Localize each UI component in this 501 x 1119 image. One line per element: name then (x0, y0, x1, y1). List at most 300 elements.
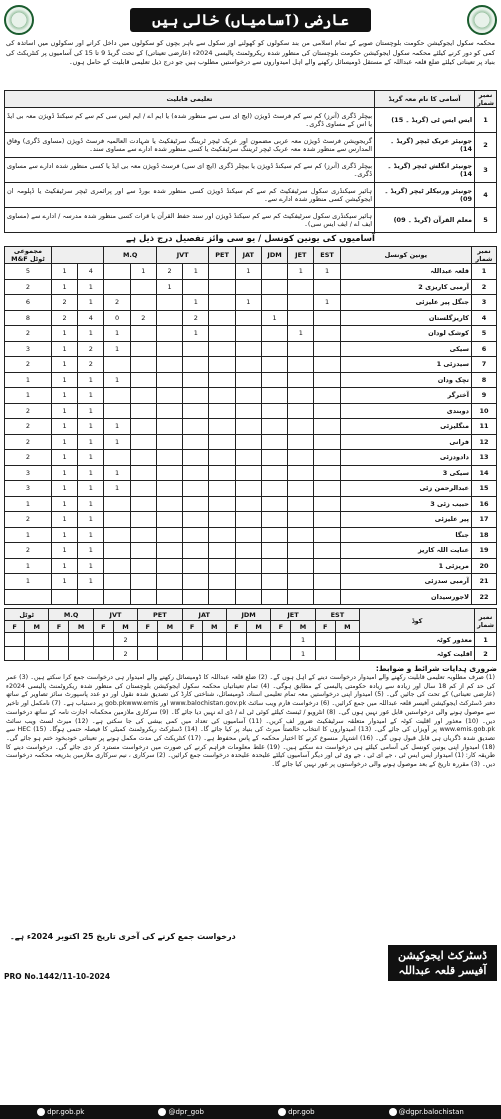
signature-line-2: آفیسر قلعہ عبداللہ (398, 964, 487, 977)
uc-sn: 17 (471, 512, 496, 528)
uc-count-cell (209, 543, 235, 559)
uc-count-cell (261, 326, 287, 342)
uc-row (5, 326, 497, 342)
cadre-count-cell: 2 (113, 647, 137, 661)
uc-count-cell: 1 (51, 574, 77, 590)
uc-sn: 19 (471, 543, 496, 559)
cadre-count-cell (226, 647, 246, 661)
uc-count-cell (261, 419, 287, 435)
uc-count-cell (314, 574, 340, 590)
cadre-count-cell (25, 633, 49, 647)
uc-count-cell (183, 357, 209, 373)
social-item-website[interactable]: dpr.gob.pk (37, 1108, 84, 1116)
uc-sn: 16 (471, 496, 496, 512)
uc-total-cell: 2 (5, 403, 52, 419)
uc-count-cell (130, 419, 156, 435)
uc-count-cell (288, 481, 314, 497)
uc-count-cell (104, 279, 130, 295)
uc-count-cell (314, 481, 340, 497)
uc-row (5, 496, 497, 512)
uc-count-cell (156, 326, 182, 342)
uc-count-cell (235, 341, 261, 357)
uc-count-cell (156, 481, 182, 497)
uc-sn: 22 (471, 589, 496, 605)
uc-count-cell (288, 465, 314, 481)
cadre-count-cell (246, 633, 270, 647)
posts-row (5, 183, 497, 208)
uc-count-cell (183, 372, 209, 388)
uc-count-cell (209, 279, 235, 295)
uc-count-cell (314, 465, 340, 481)
uc-total-cell: 2 (5, 357, 52, 373)
cadre-count-cell (226, 633, 246, 647)
uc-name: سیدزئی 1 (340, 357, 471, 373)
cadre-header-f: F (93, 621, 113, 633)
uc-count-cell: 1 (78, 496, 104, 512)
uc-count-cell: 1 (51, 403, 77, 419)
uc-count-cell (183, 465, 209, 481)
uc-sn: 11 (471, 419, 496, 435)
uc-count-cell (104, 450, 130, 466)
uc-total-cell: 1 (5, 496, 52, 512)
uc-count-cell (104, 388, 130, 404)
intro-paragraph: محکمہ سکول ایجوکیشن حکومت بلوچستان صوبے کے تمام اسلامی من بند سکولوں کو کھولنے اور سکول سے باہر بچوں کو سکولوں میں داخل کرانے اور سکولوں میں اساتذہ کی کمی کو دور کرنے کیلئے محکمہ سکول ایجوکیشن حکومت بلوچستان کی منظور شدہ ریکروٹمنٹ پالیسی 2024ء (عارضی تعیناتی) کے تحت گریڈ 9 تا 15 کی آسامیوں پر کنٹریکٹ کی بنیاد پر تعیناتی کیلئے ضلع قلعہ عبداللہ کے مستقل ڈومیسائل رکھنے والے اہل امیدواروں سے درخواستیں مطلوب ہیں جو درج ذیل تعلیمی قابلیت کے حامل ہوں۔ (6, 39, 495, 66)
uc-count-cell: 1 (51, 496, 77, 512)
uc-header-total: مجموعی ٹوٹل M&F (5, 247, 52, 264)
cadre-count-cell (158, 633, 182, 647)
cadre-header-jet: JET (271, 609, 315, 621)
uc-count-cell (209, 512, 235, 528)
twitter-icon (158, 1108, 166, 1116)
uc-count-cell (314, 388, 340, 404)
cadre-count-cell (93, 647, 113, 661)
uc-count-cell (235, 512, 261, 528)
post-sn: 2 (475, 133, 497, 158)
uc-count-cell (288, 295, 314, 311)
uc-count-cell: 1 (51, 434, 77, 450)
post-sn: 1 (475, 108, 497, 133)
post-name: جونیئر ورنیکلر ٹیچر (گریڈ ۔ 09) (375, 183, 475, 208)
uc-row (5, 372, 497, 388)
post-sn: 4 (475, 183, 497, 208)
cadre-header-m: M (113, 621, 137, 633)
uc-count-cell: 1 (51, 481, 77, 497)
post-name: جونیئر عربک ٹیچر (گریڈ ۔ 14) (375, 133, 475, 158)
uc-count-cell (261, 496, 287, 512)
uc-count-cell (261, 543, 287, 559)
uc-count-cell (261, 279, 287, 295)
pro-number: PRO No.1442/11-10-2024 (4, 972, 111, 981)
uc-name: پیر علیزئی (340, 512, 471, 528)
uc-row (5, 403, 497, 419)
uc-count-cell: 1 (78, 372, 104, 388)
uc-count-cell (261, 527, 287, 543)
uc-sn: 21 (471, 574, 496, 590)
uc-count-cell: 1 (235, 264, 261, 280)
cadre-count-cell (182, 633, 202, 647)
uc-count-cell: 1 (78, 450, 104, 466)
uc-count-cell (209, 574, 235, 590)
uc-header-mq: M.Q (104, 247, 157, 264)
uc-count-cell (288, 310, 314, 326)
post-name: معلم القرآن (گریڈ ۔ 09) (375, 208, 475, 233)
uc-count-cell: 1 (78, 419, 104, 435)
cadre-header-total: ٹوٹل (5, 609, 49, 621)
uc-count-cell: 2 (104, 295, 130, 311)
cadre-header-f: F (315, 621, 335, 633)
uc-count-cell (288, 450, 314, 466)
uc-name: منگلیزئی (340, 419, 471, 435)
uc-count-cell (288, 372, 314, 388)
uc-count-cell (104, 403, 130, 419)
uc-count-cell (235, 527, 261, 543)
uc-count-cell (156, 310, 182, 326)
youtube-icon (278, 1108, 286, 1116)
uc-count-cell (183, 434, 209, 450)
uc-count-cell: 2 (78, 341, 104, 357)
cadre-header-jat: JAT (182, 609, 226, 621)
uc-count-cell: 2 (51, 310, 77, 326)
uc-count-cell (314, 589, 340, 605)
uc-count-cell (183, 419, 209, 435)
uc-count-cell (288, 543, 314, 559)
cadre-count-cell (202, 633, 226, 647)
uc-count-cell: 1 (78, 388, 104, 404)
uc-count-cell (104, 512, 130, 528)
uc-count-cell: 1 (78, 295, 104, 311)
uc-count-cell (156, 434, 182, 450)
uc-count-cell: 2 (51, 295, 77, 311)
left-seal-logo (4, 5, 34, 35)
uc-count-cell (235, 326, 261, 342)
uc-header-extra (51, 247, 104, 264)
uc-count-cell: 2 (130, 310, 156, 326)
uc-count-cell (261, 512, 287, 528)
uc-count-cell (235, 372, 261, 388)
uc-count-cell (314, 403, 340, 419)
uc-sn: 20 (471, 558, 496, 574)
uc-sn: 4 (471, 310, 496, 326)
uc-count-cell (183, 279, 209, 295)
uc-header-jet: JET (288, 247, 314, 264)
uc-name: لاجورسیدان (340, 589, 471, 605)
uc-header-est: EST (314, 247, 340, 264)
uc-count-cell (235, 496, 261, 512)
social-bar (0, 1105, 501, 1119)
uc-count-cell (235, 481, 261, 497)
uc-count-cell (235, 450, 261, 466)
uc-total-cell: 5 (5, 264, 52, 280)
post-qualification: ہائیر سیکنڈری سکول سرٹیفکیٹ کم سے کم سیکنڈ ڈویژن کسی منظور شدہ بورڈ سے اور پرائمری ٹیچر سرٹیفکیٹ یا ڈپلومہ ان ایجوکیشن کسی منظور شدہ ادارے سے۔ (5, 183, 375, 208)
uc-count-cell: 1 (288, 326, 314, 342)
uc-count-cell (183, 512, 209, 528)
uc-count-cell (183, 589, 209, 605)
uc-name: مریزئی 1 (340, 558, 471, 574)
uc-count-cell (209, 419, 235, 435)
cadre-count-cell (25, 647, 49, 661)
uc-name: جنگل پیر علیزئی (340, 295, 471, 311)
cadre-header-code: کوڈ (360, 609, 475, 633)
uc-count-cell (130, 465, 156, 481)
cadre-header-jdm: JDM (226, 609, 270, 621)
uc-name: حبیب زئی 3 (340, 496, 471, 512)
uc-count-cell (235, 403, 261, 419)
uc-name: عبدالرحمن زئی (340, 481, 471, 497)
uc-count-cell (288, 341, 314, 357)
cadre-count-cell: 1 (291, 647, 315, 661)
uc-count-cell (314, 558, 340, 574)
uc-count-cell (156, 341, 182, 357)
uc-count-cell (261, 341, 287, 357)
uc-count-cell (209, 403, 235, 419)
uc-count-cell (261, 481, 287, 497)
uc-count-cell (156, 450, 182, 466)
right-seal-logo (467, 5, 497, 35)
cadre-count-cell (93, 633, 113, 647)
uc-count-cell (261, 589, 287, 605)
uc-count-cell: 1 (51, 465, 77, 481)
uc-count-cell: 1 (104, 372, 130, 388)
uc-total-cell: 2 (5, 543, 52, 559)
uc-count-cell: 1 (78, 403, 104, 419)
uc-count-cell: 1 (183, 295, 209, 311)
uc-count-cell (261, 372, 287, 388)
uc-count-cell: 1 (51, 527, 77, 543)
social-item-youtube[interactable]: dpr.gob (278, 1108, 315, 1116)
uc-count-cell (156, 403, 182, 419)
cadre-header-sn: نمبر شمار (475, 609, 497, 633)
uc-sn: 5 (471, 326, 496, 342)
uc-count-cell (104, 589, 130, 605)
uc-row (5, 574, 497, 590)
uc-count-cell (156, 496, 182, 512)
post-qualification: بیچلر ڈگری (آنرز) کم سے کم فرسٹ ڈویژن (ایچ ای سی سے منظور شدہ) یا ایم اے / ایم ایس سی کم سے کم سیکنڈ ڈویژن معہ بی ایڈ یا اس کے مساوی ڈگری۔ (5, 108, 375, 133)
uc-name: جنگا (340, 527, 471, 543)
uc-count-cell (209, 496, 235, 512)
uc-count-cell (183, 543, 209, 559)
cadre-header-pet: PET (138, 609, 182, 621)
uc-count-cell (156, 419, 182, 435)
uc-count-cell (288, 574, 314, 590)
globe-icon (37, 1108, 45, 1116)
posts-header-row (5, 91, 497, 108)
uc-total-cell: 2 (5, 419, 52, 435)
posts-row (5, 133, 497, 158)
post-qualification: گریجویشن فرسٹ ڈویژن معہ عربی مضمون اور عربک ٹیچر ٹریننگ سرٹیفکیٹ یا شہادت العالمیہ فرسٹ ڈویژن (مساوی ڈگری) وفاق المدارس سے منظور شدہ معہ عربک ٹیچر ٹریننگ سرٹیفکیٹ یا کسی منظور شدہ ادارے سے مساوی سند۔ (5, 133, 375, 158)
cadre-row (5, 633, 497, 647)
uc-sn: 13 (471, 450, 496, 466)
uc-header-jdm: JDM (261, 247, 287, 264)
uc-count-cell: 1 (78, 481, 104, 497)
uc-count-cell (130, 527, 156, 543)
uc-total-cell: 3 (5, 481, 52, 497)
uc-count-cell (235, 465, 261, 481)
facebook-icon (389, 1108, 397, 1116)
uc-header-pet: PET (209, 247, 235, 264)
cadre-count-cell (202, 647, 226, 661)
uc-count-cell: 1 (78, 558, 104, 574)
uc-count-cell: 1 (156, 279, 182, 295)
instructions-text: (1) صرف مطلوبہ تعلیمی قابلیت رکھنے والے امیدوار درخواست دینے کے اہل ہوں گے۔ (2) ضلع قلعہ عبداللہ کا ڈومیسائل رکھنے والے امیدوار ہی درخواست جمع کرا سکتے ہیں۔ (3) عمر کی حد کم از کم 18 سال اور زیادہ سے زیادہ حکومتی پالیسی کے مطابق ہوگی۔ (4) تمام تعیناتیاں محکمہ سکول ایجوکیشن بلوچستان کی منظور شدہ ریکروٹمنٹ پالیسی 2024ء (عارضی تعیناتی) کے تحت کی جائیں گی۔ (5) امیدوار اپنی درخواستیں معہ تمام تعلیمی اسناد، ڈومیسائل، شناختی کارڈ کی تصدیق شدہ نقول اور دو عدد پاسپورٹ سائز تصاویر کے ساتھ دفتر ڈسٹرکٹ ایجوکیشن آفیسر قلعہ عبداللہ میں جمع کرائیں۔ (6) درخواست فارم ویب سائٹ www.balochistan.gov.pk اور gob.pkwww.emis پر دستیاب ہے۔ (7) نامکمل اور تاخیر سے موصول ہونے والی درخواستیں قابل غور نہیں ہوں گی۔ (8) انٹرویو / ٹیسٹ کیلئے کوئی ٹی اے / ڈی اے نہیں دیا جائے گا۔ (9) سرکاری ملازمین محکمانہ اجازت نامہ کے ساتھ درخواست دیں۔ (10) معذور اور اقلیت کوٹہ کے امیدوار متعلقہ سرٹیفکیٹ ضرور لف کریں۔ (11) آسامیوں کی تعداد میں کمی بیشی کی جا سکتی ہے۔ (12) میرٹ لسٹ ویب سائٹ www.emis.gob.pk پر آویزاں کی جائے گی۔ (13) امیدواروں کا انتخاب خالصتاً میرٹ کی بنیاد پر کیا جائے گا۔ (14) ڈسٹرکٹ ریکروٹمنٹ کمیٹی کا فیصلہ حتمی ہوگا۔ (15) HEC سے تصدیق شدہ ڈگریاں ہی قابل قبول ہوں گی۔ (16) اشتہار منسوخ کرنے کا اختیار محکمہ کے پاس محفوظ ہے۔ (17) کنٹریکٹ کی مدت مکمل ہونے پر تعیناتی خودبخود ختم ہو جائے گی۔ (18) امیدوار اپنی یونین کونسل کی آسامی کیلئے ہی درخواست دے سکتے ہیں۔ (19) غلط معلومات فراہم کرنے کی صورت میں درخواست مسترد کر دی جائے گی۔ درخواست دینے کا طریقہ کار: (1) امیدوار ایس ایس ٹی ، جے ای ٹی ، جے وی ٹی اور دیگر آسامیوں کیلئے علیحدہ علیحدہ درخواست جمع کرائیں۔ (2) سرکاری ، نیم سرکاری ملازمین بذریعہ محکمہ درخواست دیں۔ (3) مقررہ تاریخ کے بعد موصول ہونے والی درخواستوں پر غور نہیں کیا جائے گا۔ (6, 674, 495, 769)
uc-count-cell (183, 403, 209, 419)
uc-count-cell: 1 (104, 341, 130, 357)
uc-name: سیکی 3 (340, 465, 471, 481)
uc-count-cell (314, 326, 340, 342)
uc-count-cell (235, 558, 261, 574)
uc-count-cell (209, 264, 235, 280)
cadre-count-cell (315, 633, 335, 647)
uc-row (5, 589, 497, 605)
uc-count-cell: 1 (314, 264, 340, 280)
footer-row (4, 945, 497, 981)
uc-count-cell: 1 (235, 295, 261, 311)
uc-count-cell (209, 326, 235, 342)
uc-count-cell (183, 574, 209, 590)
uc-count-cell (104, 558, 130, 574)
uc-row (5, 357, 497, 373)
uc-count-cell (209, 558, 235, 574)
uc-header-row (5, 247, 497, 264)
uc-count-cell (156, 465, 182, 481)
uc-count-cell (314, 450, 340, 466)
uc-count-cell (288, 558, 314, 574)
uc-row (5, 543, 497, 559)
cadre-header-m: M (25, 621, 49, 633)
cadre-header-m: M (69, 621, 93, 633)
uc-count-cell (288, 388, 314, 404)
uc-sn: 3 (471, 295, 496, 311)
uc-count-cell (78, 589, 104, 605)
uc-count-cell (156, 388, 182, 404)
uc-count-cell: 1 (288, 264, 314, 280)
uc-count-cell (209, 295, 235, 311)
cadre-count-cell (5, 633, 25, 647)
uc-count-cell: 1 (78, 512, 104, 528)
uc-count-cell (183, 496, 209, 512)
uc-section-title: آسامیوں کی یونین کونسل / یو سی وائز تفصیل درج ذیل ہے (126, 234, 375, 244)
uc-count-cell: 1 (104, 481, 130, 497)
uc-count-cell (183, 341, 209, 357)
uc-count-cell (156, 589, 182, 605)
cadre-count-cell (138, 647, 158, 661)
uc-count-cell (261, 264, 287, 280)
uc-count-cell (156, 372, 182, 388)
uc-count-cell (130, 543, 156, 559)
cadre-header-f: F (138, 621, 158, 633)
uc-count-cell: 1 (51, 558, 77, 574)
uc-count-cell: 1 (51, 326, 77, 342)
uc-count-cell (209, 310, 235, 326)
uc-count-cell (288, 589, 314, 605)
post-sn: 5 (475, 208, 497, 233)
cadre-header-row (5, 609, 497, 621)
uc-count-cell (130, 589, 156, 605)
cadre-header-m: M (202, 621, 226, 633)
uc-count-cell: 1 (78, 543, 104, 559)
cadre-header-m: M (335, 621, 359, 633)
uc-count-cell (130, 372, 156, 388)
social-item-twitter[interactable]: @dpr_gob (158, 1108, 203, 1116)
uc-row (5, 310, 497, 326)
cadre-header-m: M (246, 621, 270, 633)
posts-table (4, 90, 497, 233)
uc-count-cell (261, 434, 287, 450)
last-date: درخواست جمع کرنے کی آخری تاریخ 25 اکتوبر 2024ء ہے۔ (10, 932, 236, 941)
uc-count-cell: 1 (51, 279, 77, 295)
signature-block (388, 945, 497, 981)
uc-count-cell: 1 (78, 326, 104, 342)
uc-count-cell (235, 434, 261, 450)
uc-total-cell: 1 (5, 558, 52, 574)
uc-sn: 18 (471, 527, 496, 543)
uc-count-cell: 1 (51, 419, 77, 435)
uc-count-cell: 0 (104, 310, 130, 326)
uc-count-cell (261, 357, 287, 373)
uc-count-cell (314, 434, 340, 450)
cadre-count-cell: 2 (113, 633, 137, 647)
signature-line-1: ڈسٹرکٹ ایجوکیشن (397, 949, 487, 962)
uc-count-cell (288, 512, 314, 528)
uc-count-cell (130, 341, 156, 357)
uc-count-cell (156, 357, 182, 373)
cadre-header-f: F (5, 621, 25, 633)
uc-row (5, 434, 497, 450)
cadre-count-cell (158, 647, 182, 661)
uc-count-cell (156, 543, 182, 559)
uc-count-cell (104, 496, 130, 512)
uc-name: قلعہ عبداللہ (340, 264, 471, 280)
cadre-sn: 2 (475, 647, 497, 661)
uc-count-cell (261, 388, 287, 404)
uc-name: کاریزگلستان (340, 310, 471, 326)
uc-count-cell (130, 481, 156, 497)
uc-count-cell (261, 574, 287, 590)
uc-count-cell (183, 527, 209, 543)
cadre-header-jvt: JVT (93, 609, 137, 621)
uc-total-cell: 2 (5, 434, 52, 450)
uc-row (5, 341, 497, 357)
cadre-name: اقلیت کوٹہ (360, 647, 475, 661)
uc-count-cell (209, 357, 235, 373)
uc-count-cell (130, 295, 156, 311)
cadre-header-m: M (291, 621, 315, 633)
cadre-row (5, 647, 497, 661)
uc-count-cell (235, 279, 261, 295)
uc-count-cell: 1 (78, 574, 104, 590)
post-qualification: ہائیر سیکنڈری سکول سرٹیفکیٹ کم سے کم سیکنڈ ڈویژن اور سند حفظ القرآن یا قرات کسی منظور شدہ مدرسہ / ادارے سے (مساوی ایف اے / ایف ایس سی)۔ (5, 208, 375, 233)
uc-count-cell: 1 (51, 512, 77, 528)
uc-count-cell: 1 (104, 419, 130, 435)
cadre-count-cell (315, 647, 335, 661)
uc-name: تچک ودان (340, 372, 471, 388)
uc-count-cell (130, 434, 156, 450)
uc-sn: 6 (471, 341, 496, 357)
uc-count-cell: 1 (104, 434, 130, 450)
uc-count-cell (209, 450, 235, 466)
social-item-facebook[interactable]: @dgpr.balochistan (389, 1108, 464, 1116)
cadre-count-cell: 1 (291, 633, 315, 647)
uc-count-cell: 1 (78, 279, 104, 295)
cadre-table (4, 608, 497, 661)
uc-count-cell (209, 388, 235, 404)
page-title: عارضی (آسامیاں) خالی ہیں (130, 8, 371, 32)
uc-sn: 12 (471, 434, 496, 450)
uc-total-cell: 3 (5, 341, 52, 357)
uc-count-cell (288, 403, 314, 419)
uc-total-cell: 3 (5, 465, 52, 481)
uc-count-cell (156, 512, 182, 528)
uc-name: کوشک لودان (340, 326, 471, 342)
